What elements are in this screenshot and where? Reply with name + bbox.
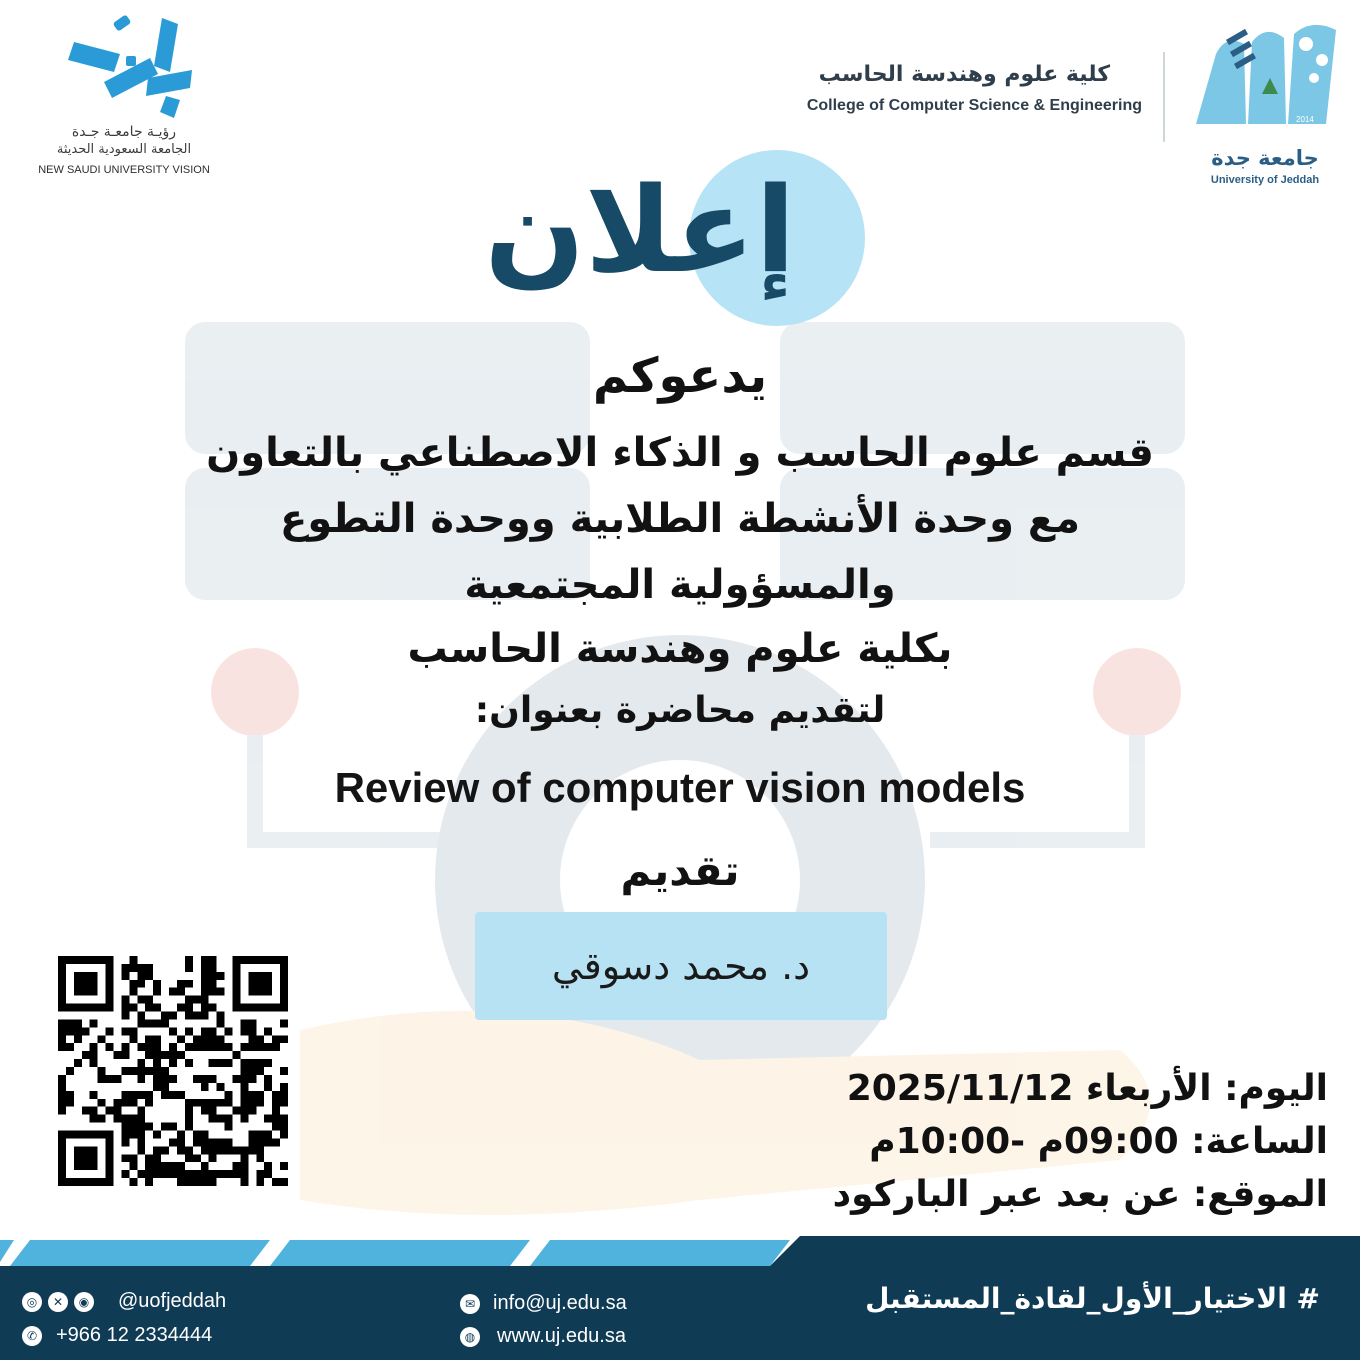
- event-day: اليوم: الأربعاء 2025/11/12: [846, 1068, 1328, 1109]
- qr-code[interactable]: [58, 956, 288, 1186]
- header-divider: [1163, 52, 1165, 142]
- vision-logo: [24, 12, 224, 176]
- university-name-arabic: جامعة جدة: [1211, 146, 1319, 170]
- body-line-2: مع وحدة الأنشطة الطلابية ووحدة التطوع: [280, 496, 1080, 542]
- college-name-english: College of Computer Science & Engineering: [806, 97, 1142, 114]
- vision-mark-icon: [62, 12, 192, 122]
- university-mark-icon: [1186, 14, 1346, 134]
- footer-hashtag: # الاختيار_الأول_لقادة_المستقبل: [865, 1282, 1320, 1315]
- web-icon: ◍: [460, 1327, 480, 1347]
- presenter-name: د. محمد دسوقي: [551, 944, 811, 988]
- presenter-box: [475, 912, 887, 1020]
- body-line-5: لتقديم محاضرة بعنوان:: [474, 690, 886, 731]
- vision-arabic-line2: الجامعة السعودية الحديثة: [56, 142, 192, 157]
- university-name-english: University of Jeddah: [1210, 174, 1320, 186]
- presented-by-label: تقديم: [620, 846, 740, 895]
- vision-english-text: NEW SAUDI UNIVERSITY VISION: [38, 164, 210, 176]
- lecture-title: Review of computer vision models: [334, 764, 1026, 811]
- college-name-arabic: كلية علوم وهندسة الحاسب: [818, 62, 1110, 87]
- email-icon: ✉: [460, 1294, 480, 1314]
- snapchat-icon[interactable]: ◉: [74, 1292, 94, 1312]
- phone-icon: ✆: [22, 1326, 42, 1346]
- event-location: الموقع: عن بعد عبر الباركود: [832, 1174, 1328, 1215]
- university-logo: [1180, 14, 1350, 186]
- website-link[interactable]: www.uj.edu.sa: [497, 1325, 626, 1347]
- body-line-4: بكلية علوم وهندسة الحاسب: [407, 626, 953, 672]
- event-time: الساعة: 09:00م -10:00م: [869, 1121, 1328, 1162]
- vision-arabic-line1: رؤيـة جامعـة جـدة: [71, 124, 177, 140]
- body-line-3: والمسؤولية المجتمعية: [464, 562, 896, 608]
- email-link[interactable]: info@uj.edu.sa: [493, 1292, 627, 1314]
- social-handle[interactable]: @uofjeddah: [118, 1290, 227, 1312]
- instagram-icon[interactable]: ◎: [22, 1292, 42, 1312]
- announcement-title: إعلان: [484, 161, 796, 299]
- invite-text: يدعوكم: [592, 348, 768, 404]
- phone-number[interactable]: +966 12 2334444: [56, 1324, 213, 1346]
- university-year: 2014: [1296, 115, 1314, 124]
- twitter-icon[interactable]: ✕: [48, 1292, 68, 1312]
- event-details: [768, 1062, 1328, 1221]
- body-line-1: قسم علوم الحاسب و الذكاء الاصطناعي بالتعاون: [206, 430, 1154, 476]
